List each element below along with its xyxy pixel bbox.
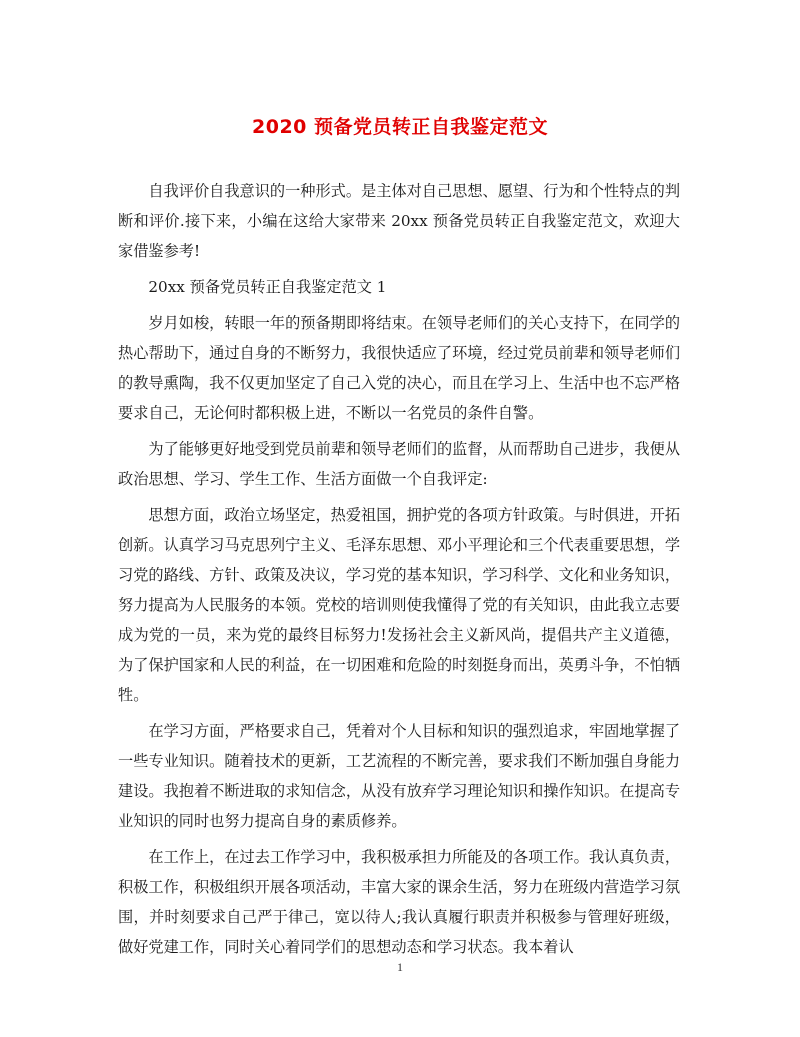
paragraph: 岁月如梭，转眼一年的预备期即将结束。在领导老师们的关心支持下，在同学的热心帮助下，通过自身的不断努力，我很快适应了环境，经过党员前辈和领导老师们的教导熏陶，我不仅更加坚定了自己入党的决心，而且在学习上、生活中也不忘严格要求自己，无论何时都积极上进，不断以一名党员的条件自警。 (118, 314, 680, 422)
paragraph: 为了能够更好地受到党员前辈和领导老师们的监督，从而帮助自己进步，我便从政治思想、学习、学生工作、生活方面做一个自我评定: (118, 440, 680, 488)
page-number: 1 (397, 960, 403, 974)
document-body (118, 176, 680, 968)
paragraph-intro: 自我评价自我意识的一种形式。是主体对自己思想、愿望、行为和个性特点的判断和评价.接下来，小编在这给大家带来 20xx 预备党员转正自我鉴定范文，欢迎大家借鉴参考! (118, 182, 680, 260)
document-title: 2020 预备党员转正自我鉴定范文 (252, 116, 548, 138)
paragraph-study: 在学习方面，严格要求自己，凭着对个人目标和知识的强烈追求，牢固地掌握了一些专业知识。随着技术的更新，工艺流程的不断完善，要求我们不断加强自身能力建设。我抱着不断进取的求知信念，从没有放弃学习理论知识和操作知识。在提高专业知识的同时也努力提高自身的素质修养。 (118, 722, 680, 830)
section-heading: 20xx 预备党员转正自我鉴定范文 1 (148, 278, 387, 296)
paragraph-thought: 思想方面，政治立场坚定，热爱祖国，拥护党的各项方针政策。与时俱进，开拓创新。认真学习马克思列宁主义、毛泽东思想、邓小平理论和三个代表重要思想，学习党的路线、方针、政策及决议，学习党的基本知识，学习科学、文化和业务知识，努力提高为人民服务的本领。党校的培训则使我懂得了党的有关知识，由此我立志要成为党的一员，来为党的最终目标努力!发扬社会主义新风尚，提倡共产主义道德，为了保护国家和人民的利益，在一切困难和危险的时刻挺身而出，英勇斗争，不怕牺牲。 (118, 506, 680, 704)
paragraph-work: 在工作上，在过去工作学习中，我积极承担力所能及的各项工作。我认真负责，积极工作，积极组织开展各项活动，丰富大家的课余生活，努力在班级内营造学习氛围，并时刻要求自己严于律己，宽以待人;我认真履行职责并积极参与管理好班级，做好党建工作，同时关心着同学们的思想动态和学习状态。我本着认 (118, 848, 680, 956)
